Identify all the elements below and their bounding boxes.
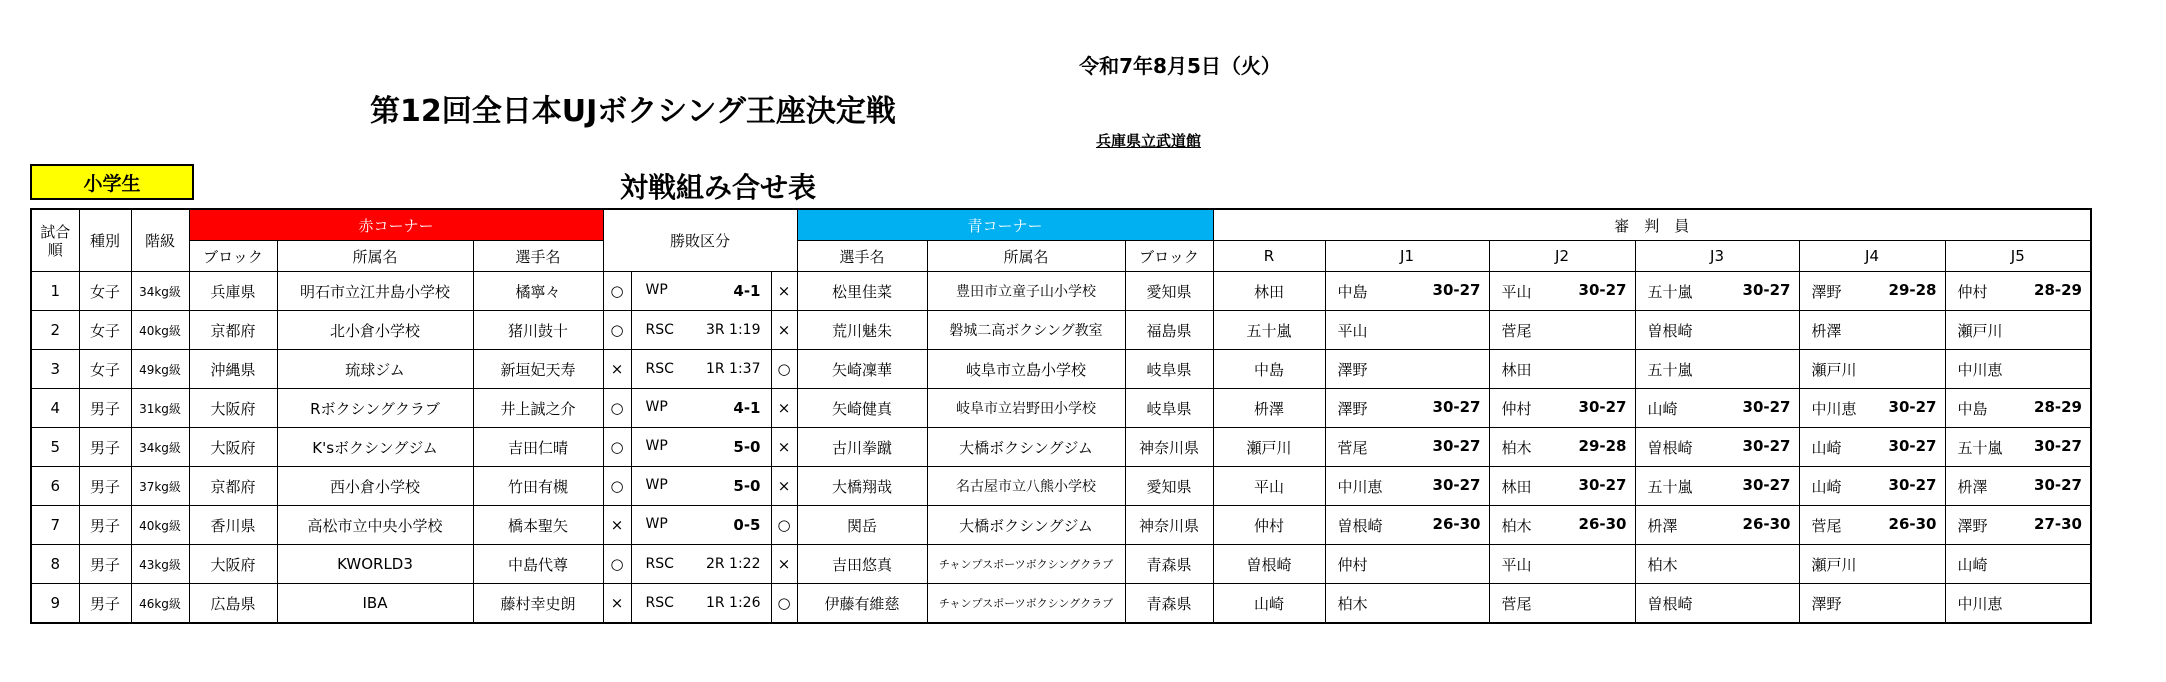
judges-header: 審 判 員 xyxy=(1213,209,2091,241)
result xyxy=(631,584,771,624)
judge-3 xyxy=(1635,467,1799,506)
blue-block: 愛知県 xyxy=(1125,467,1213,506)
judge-name: 瀬戸川 xyxy=(1957,321,2003,340)
judge-4 xyxy=(1799,350,1945,389)
blue-affiliation: チャンプスポーツボクシングクラブ xyxy=(927,545,1125,584)
blue-affiliation: 豊田市立童子山小学校 xyxy=(927,272,1125,311)
blue-block: 岐阜県 xyxy=(1125,389,1213,428)
table-row xyxy=(31,506,2091,545)
judge-2 xyxy=(1489,389,1635,428)
judge-2 xyxy=(1489,545,1635,584)
bout-number: 1 xyxy=(31,272,79,311)
red-affiliation: 琉球ジム xyxy=(277,350,473,389)
weight-class: 43kg級 xyxy=(131,545,189,584)
judge-3 xyxy=(1635,506,1799,545)
judge-name: 山崎 xyxy=(1811,438,1842,457)
judge-2 xyxy=(1489,350,1635,389)
result-score: 4-1 xyxy=(733,282,761,300)
blue-win-mark: ○ xyxy=(771,584,797,624)
result-method: RSC xyxy=(645,595,674,611)
red-block: 沖縄県 xyxy=(189,350,277,389)
judge-score: 26-30 xyxy=(1742,514,1791,533)
judge-1 xyxy=(1325,389,1489,428)
result-score: 0-5 xyxy=(733,516,761,534)
judge-name: 山崎 xyxy=(1647,399,1678,418)
judge-1 xyxy=(1325,506,1489,545)
result-method: RSC xyxy=(645,361,674,377)
judge-name: 曽根崎 xyxy=(1647,321,1693,340)
result-score: 1R 1:37 xyxy=(705,361,761,377)
blue-corner-header: 青コーナー xyxy=(797,209,1213,241)
red-win-mark: ○ xyxy=(603,311,631,350)
result-score: 5-0 xyxy=(733,477,761,495)
weight-class: 40kg級 xyxy=(131,311,189,350)
judge-4 xyxy=(1799,467,1945,506)
result xyxy=(631,467,771,506)
blue-athlete: 矢崎健真 xyxy=(797,389,927,428)
judge-score: 28-29 xyxy=(2034,397,2082,416)
referee: 曽根崎 xyxy=(1213,545,1325,584)
judge-score: 30-27 xyxy=(1432,475,1481,494)
judge-3 xyxy=(1635,350,1799,389)
col-j4: J4 xyxy=(1799,241,1945,272)
blue-win-mark: × xyxy=(771,311,797,350)
judge-name: 柏木 xyxy=(1501,438,1532,457)
result xyxy=(631,545,771,584)
judge-name: 枡澤 xyxy=(1811,321,1842,340)
col-j5: J5 xyxy=(1945,241,2091,272)
judge-name: 瀬戸川 xyxy=(1811,555,1857,574)
blue-win-mark: × xyxy=(771,272,797,311)
referee: 平山 xyxy=(1213,467,1325,506)
blue-athlete: 荒川魅朱 xyxy=(797,311,927,350)
blue-affiliation: 岐阜市立岩野田小学校 xyxy=(927,389,1125,428)
category-badge: 小学生 xyxy=(30,164,194,200)
col-gender: 種別 xyxy=(79,209,131,272)
judge-score: 29-28 xyxy=(1888,280,1937,299)
col-j3: J3 xyxy=(1635,241,1799,272)
blue-win-mark: × xyxy=(771,389,797,428)
result xyxy=(631,311,771,350)
red-win-mark: ○ xyxy=(603,467,631,506)
judge-5 xyxy=(1945,272,2091,311)
gender: 男子 xyxy=(79,506,131,545)
gender: 女子 xyxy=(79,311,131,350)
result-method: WP xyxy=(645,516,668,532)
red-athlete: 吉田仁晴 xyxy=(473,428,603,467)
bout-number: 5 xyxy=(31,428,79,467)
result-method: WP xyxy=(645,477,668,493)
judge-name: 仲村 xyxy=(1501,399,1532,418)
bout-number: 4 xyxy=(31,389,79,428)
judge-score: 30-27 xyxy=(1888,397,1937,416)
col-j2: J2 xyxy=(1489,241,1635,272)
result-score: 2R 1:22 xyxy=(705,556,761,572)
blue-affiliation: 大橋ボクシングジム xyxy=(927,506,1125,545)
result xyxy=(631,272,771,311)
referee: 林田 xyxy=(1213,272,1325,311)
blue-athlete: 矢崎凜華 xyxy=(797,350,927,389)
weight-class: 37kg級 xyxy=(131,467,189,506)
judge-4 xyxy=(1799,311,1945,350)
red-block: 大阪府 xyxy=(189,428,277,467)
table-row xyxy=(31,467,2091,506)
judge-4 xyxy=(1799,428,1945,467)
referee: 中島 xyxy=(1213,350,1325,389)
judge-1 xyxy=(1325,350,1489,389)
gender: 女子 xyxy=(79,350,131,389)
judge-5 xyxy=(1945,467,2091,506)
judge-name: 林田 xyxy=(1501,477,1532,496)
red-block: 大阪府 xyxy=(189,545,277,584)
red-athlete: 竹田有槻 xyxy=(473,467,603,506)
judge-name: 柏木 xyxy=(1501,516,1532,535)
red-affiliation: IBA xyxy=(277,584,473,624)
judge-name: 山崎 xyxy=(1811,477,1842,496)
judge-name: 中川恵 xyxy=(1957,594,2003,613)
blue-athlete: 古川拳蹴 xyxy=(797,428,927,467)
col-j1: J1 xyxy=(1325,241,1489,272)
judge-score: 26-30 xyxy=(1888,514,1937,533)
judge-name: 林田 xyxy=(1501,360,1532,379)
judge-name: 曽根崎 xyxy=(1337,516,1383,535)
col-result: 勝敗区分 xyxy=(603,209,797,272)
judge-3 xyxy=(1635,311,1799,350)
result xyxy=(631,428,771,467)
blue-block: 青森県 xyxy=(1125,584,1213,624)
judge-score: 30-27 xyxy=(2034,436,2082,455)
table-row xyxy=(31,584,2091,624)
judge-name: 五十嵐 xyxy=(1647,282,1693,301)
judge-name: 曽根崎 xyxy=(1647,438,1693,457)
judge-3 xyxy=(1635,545,1799,584)
blue-win-mark: ○ xyxy=(771,506,797,545)
red-win-mark: ○ xyxy=(603,545,631,584)
judge-5 xyxy=(1945,350,2091,389)
table-row xyxy=(31,311,2091,350)
red-affiliation: K'sボクシングジム xyxy=(277,428,473,467)
judge-score: 30-27 xyxy=(1742,280,1791,299)
event-title: 第12回全日本UJボクシング王座決定戦 xyxy=(370,94,896,129)
weight-class: 34kg級 xyxy=(131,428,189,467)
blue-affiliation: チャンプスポーツボクシングクラブ xyxy=(927,584,1125,624)
judge-4 xyxy=(1799,584,1945,624)
judge-1 xyxy=(1325,584,1489,624)
judge-3 xyxy=(1635,584,1799,624)
red-athlete: 新垣妃天寿 xyxy=(473,350,603,389)
judge-score: 30-27 xyxy=(1888,436,1937,455)
judge-score: 30-27 xyxy=(1578,475,1627,494)
judge-name: 平山 xyxy=(1337,321,1368,340)
result xyxy=(631,389,771,428)
bout-number: 8 xyxy=(31,545,79,584)
red-win-mark: × xyxy=(603,584,631,624)
red-block: 大阪府 xyxy=(189,389,277,428)
red-block: 香川県 xyxy=(189,506,277,545)
gender: 男子 xyxy=(79,389,131,428)
col-blue-block: ブロック xyxy=(1125,241,1213,272)
result xyxy=(631,506,771,545)
referee: 五十嵐 xyxy=(1213,311,1325,350)
judge-name: 枡澤 xyxy=(1647,516,1678,535)
red-win-mark: ○ xyxy=(603,272,631,311)
gender: 男子 xyxy=(79,428,131,467)
judge-name: 中島 xyxy=(1957,399,1988,418)
blue-athlete: 関岳 xyxy=(797,506,927,545)
red-block: 京都府 xyxy=(189,311,277,350)
judge-4 xyxy=(1799,272,1945,311)
weight-class: 34kg級 xyxy=(131,272,189,311)
red-athlete: 井上誠之介 xyxy=(473,389,603,428)
judge-score: 30-27 xyxy=(1742,475,1791,494)
judge-4 xyxy=(1799,506,1945,545)
judge-name: 山崎 xyxy=(1957,555,1988,574)
col-bout xyxy=(31,209,79,272)
red-affiliation: 高松市立中央小学校 xyxy=(277,506,473,545)
red-block: 広島県 xyxy=(189,584,277,624)
red-athlete: 藤村幸史朗 xyxy=(473,584,603,624)
result-method: RSC xyxy=(645,556,674,572)
table-row xyxy=(31,428,2091,467)
red-block: 京都府 xyxy=(189,467,277,506)
col-blue-affiliation: 所属名 xyxy=(927,241,1125,272)
blue-athlete: 吉田悠真 xyxy=(797,545,927,584)
red-athlete: 中島代尊 xyxy=(473,545,603,584)
judge-score: 30-27 xyxy=(2034,475,2082,494)
blue-block: 岐阜県 xyxy=(1125,350,1213,389)
judge-score: 30-27 xyxy=(1432,280,1481,299)
judge-score: 30-27 xyxy=(1432,397,1481,416)
blue-athlete: 大橋翔哉 xyxy=(797,467,927,506)
red-block: 兵庫県 xyxy=(189,272,277,311)
judge-score: 28-29 xyxy=(2034,280,2082,299)
red-affiliation: 西小倉小学校 xyxy=(277,467,473,506)
judge-4 xyxy=(1799,545,1945,584)
blue-block: 神奈川県 xyxy=(1125,428,1213,467)
col-red-athlete: 選手名 xyxy=(473,241,603,272)
judge-name: 柏木 xyxy=(1647,555,1678,574)
judge-name: 仲村 xyxy=(1337,555,1368,574)
result-score: 3R 1:19 xyxy=(705,322,761,338)
red-corner-header: 赤コーナー xyxy=(189,209,603,241)
judge-name: 澤野 xyxy=(1957,516,1988,535)
judge-1 xyxy=(1325,467,1489,506)
col-red-affiliation: 所属名 xyxy=(277,241,473,272)
judge-name: 五十嵐 xyxy=(1647,360,1693,379)
judge-name: 澤野 xyxy=(1337,399,1368,418)
blue-affiliation: 岐阜市立島小学校 xyxy=(927,350,1125,389)
judge-score: 30-27 xyxy=(1578,280,1627,299)
judge-5 xyxy=(1945,584,2091,624)
red-athlete: 橋本聖矢 xyxy=(473,506,603,545)
judge-name: 菅尾 xyxy=(1501,321,1532,340)
bout-rows xyxy=(31,272,2091,624)
judge-name: 柏木 xyxy=(1337,594,1368,613)
event-venue: 兵庫県立武道館 xyxy=(1096,132,1202,150)
gender: 男子 xyxy=(79,545,131,584)
blue-block: 福島県 xyxy=(1125,311,1213,350)
judge-name: 瀬戸川 xyxy=(1811,360,1857,379)
judge-name: 菅尾 xyxy=(1501,594,1532,613)
judge-name: 平山 xyxy=(1501,282,1532,301)
judge-1 xyxy=(1325,428,1489,467)
judge-name: 五十嵐 xyxy=(1647,477,1693,496)
col-referee: R xyxy=(1213,241,1325,272)
red-win-mark: × xyxy=(603,506,631,545)
judge-name: 澤野 xyxy=(1337,360,1368,379)
judge-name: 中島 xyxy=(1337,282,1368,301)
judge-name: 平山 xyxy=(1501,555,1532,574)
red-athlete: 橘寧々 xyxy=(473,272,603,311)
judge-2 xyxy=(1489,272,1635,311)
col-red-block: ブロック xyxy=(189,241,277,272)
blue-block: 青森県 xyxy=(1125,545,1213,584)
weight-class: 31kg級 xyxy=(131,389,189,428)
bout-number: 7 xyxy=(31,506,79,545)
judge-5 xyxy=(1945,506,2091,545)
bout-number: 3 xyxy=(31,350,79,389)
judge-3 xyxy=(1635,428,1799,467)
col-bout-label: 試合順 xyxy=(40,222,71,259)
judge-score: 26-30 xyxy=(1432,514,1481,533)
result xyxy=(631,350,771,389)
referee: 枡澤 xyxy=(1213,389,1325,428)
result-score: 5-0 xyxy=(733,438,761,456)
blue-win-mark: ○ xyxy=(771,350,797,389)
gender: 男子 xyxy=(79,467,131,506)
judge-5 xyxy=(1945,311,2091,350)
judge-2 xyxy=(1489,428,1635,467)
result-score: 1R 1:26 xyxy=(705,595,761,611)
judge-score: 27-30 xyxy=(2034,514,2082,533)
blue-win-mark: × xyxy=(771,428,797,467)
blue-affiliation: 名古屋市立八熊小学校 xyxy=(927,467,1125,506)
referee: 山崎 xyxy=(1213,584,1325,624)
table-row xyxy=(31,545,2091,584)
judge-name: 澤野 xyxy=(1811,594,1842,613)
judge-score: 30-27 xyxy=(1432,436,1481,455)
red-affiliation: KWORLD3 xyxy=(277,545,473,584)
weight-class: 46kg級 xyxy=(131,584,189,624)
referee: 仲村 xyxy=(1213,506,1325,545)
judge-name: 曽根崎 xyxy=(1647,594,1693,613)
judge-name: 仲村 xyxy=(1957,282,1988,301)
judge-1 xyxy=(1325,311,1489,350)
judge-2 xyxy=(1489,311,1635,350)
table-row xyxy=(31,389,2091,428)
result-method: WP xyxy=(645,399,668,415)
red-athlete: 猪川鼓十 xyxy=(473,311,603,350)
result-method: RSC xyxy=(645,322,674,338)
red-win-mark: ○ xyxy=(603,428,631,467)
blue-athlete: 伊藤有維慈 xyxy=(797,584,927,624)
col-blue-athlete: 選手名 xyxy=(797,241,927,272)
judge-name: 中川恵 xyxy=(1957,360,2003,379)
event-date: 令和7年8月5日（火） xyxy=(1079,54,1281,78)
blue-win-mark: × xyxy=(771,545,797,584)
red-win-mark: × xyxy=(603,350,631,389)
red-affiliation: 北小倉小学校 xyxy=(277,311,473,350)
judge-name: 枡澤 xyxy=(1957,477,1988,496)
judge-4 xyxy=(1799,389,1945,428)
gender: 男子 xyxy=(79,584,131,624)
blue-athlete: 松里佳菜 xyxy=(797,272,927,311)
judge-5 xyxy=(1945,389,2091,428)
bout-number: 6 xyxy=(31,467,79,506)
judge-5 xyxy=(1945,545,2091,584)
red-win-mark: ○ xyxy=(603,389,631,428)
judge-score: 30-27 xyxy=(1742,397,1791,416)
referee: 瀬戸川 xyxy=(1213,428,1325,467)
judge-name: 菅尾 xyxy=(1337,438,1368,457)
bout-number: 2 xyxy=(31,311,79,350)
judge-name: 澤野 xyxy=(1811,282,1842,301)
judge-5 xyxy=(1945,428,2091,467)
col-weight: 階級 xyxy=(131,209,189,272)
judge-name: 五十嵐 xyxy=(1957,438,2003,457)
judge-score: 30-27 xyxy=(1578,397,1627,416)
weight-class: 49kg級 xyxy=(131,350,189,389)
judge-name: 菅尾 xyxy=(1811,516,1842,535)
result-method: WP xyxy=(645,438,668,454)
bout-number: 9 xyxy=(31,584,79,624)
judge-name: 中川恵 xyxy=(1811,399,1857,418)
judge-score: 29-28 xyxy=(1578,436,1627,455)
blue-affiliation: 磐城二高ボクシング教室 xyxy=(927,311,1125,350)
gender: 女子 xyxy=(79,272,131,311)
judge-score: 30-27 xyxy=(1888,475,1937,494)
bout-table xyxy=(30,208,2092,624)
judge-score: 26-30 xyxy=(1578,514,1627,533)
judge-3 xyxy=(1635,389,1799,428)
blue-affiliation: 大橋ボクシングジム xyxy=(927,428,1125,467)
judge-2 xyxy=(1489,584,1635,624)
table-row xyxy=(31,272,2091,311)
table-row xyxy=(31,350,2091,389)
blue-win-mark: × xyxy=(771,467,797,506)
blue-block: 神奈川県 xyxy=(1125,506,1213,545)
judge-2 xyxy=(1489,506,1635,545)
sheet-title: 対戦組み合せ表 xyxy=(620,171,817,204)
blue-block: 愛知県 xyxy=(1125,272,1213,311)
judge-2 xyxy=(1489,467,1635,506)
result-method: WP xyxy=(645,282,668,298)
judge-1 xyxy=(1325,545,1489,584)
judge-name: 中川恵 xyxy=(1337,477,1383,496)
weight-class: 40kg級 xyxy=(131,506,189,545)
judge-score: 30-27 xyxy=(1742,436,1791,455)
red-affiliation: 明石市立江井島小学校 xyxy=(277,272,473,311)
judge-1 xyxy=(1325,272,1489,311)
result-score: 4-1 xyxy=(733,399,761,417)
judge-3 xyxy=(1635,272,1799,311)
red-affiliation: Rボクシングクラブ xyxy=(277,389,473,428)
